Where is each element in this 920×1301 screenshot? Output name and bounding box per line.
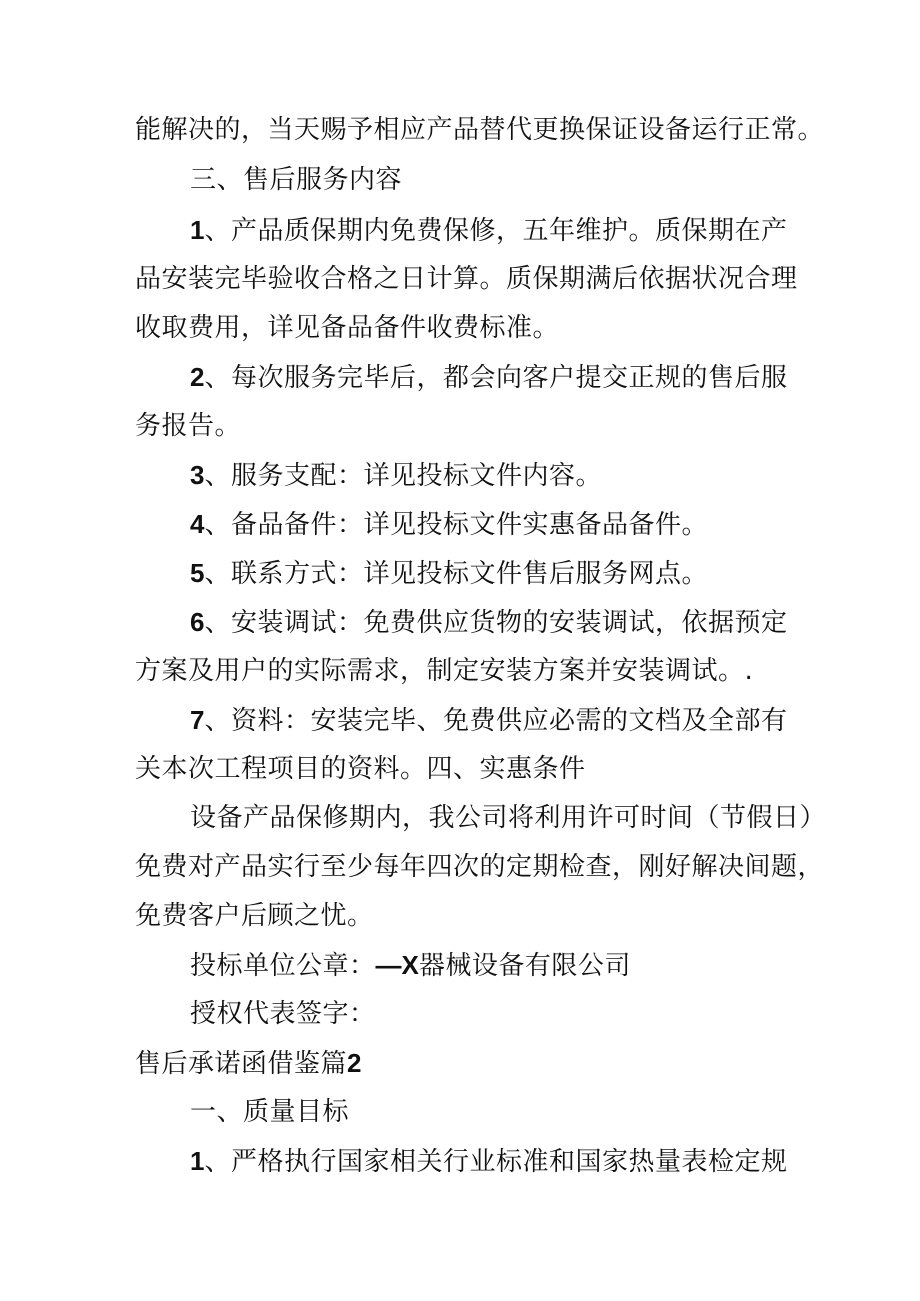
- list-item-3: 3、服务支配：详见投标文件内容。: [190, 460, 602, 491]
- list-item-2: 2、每次服务完毕后，都会向客户提交正规的售后服: [190, 362, 788, 393]
- list-item-1: 1、产品质保期内免费保修，五年维护。质保期在产: [190, 215, 788, 246]
- text-line-12: 方案及用户的实际需求，制定安装方案并安装调试。.: [135, 656, 754, 686]
- text-line-4: 品安装完毕验收合格之日计算。质保期满后依据状况合理: [135, 264, 798, 294]
- text-line-5: 收取费用，详见备品备件收费标准。: [135, 313, 560, 343]
- text-line-1: 能解决的，当天赐予相应产品替代更换保证设备运行正常。: [135, 115, 825, 145]
- list-item-quality-1: 1、严格执行国家相关行业标准和国家热量表检定规: [190, 1146, 788, 1177]
- text-line-7: 务报告。: [135, 411, 242, 441]
- signature-line: 授权代表签字：: [190, 999, 376, 1029]
- document-title-part-2: 售后承诺函借鉴篇2: [135, 1048, 362, 1079]
- section-heading-quality-goals: 一、质量目标: [190, 1097, 350, 1127]
- list-item-7: 7、资料：安装完毕、免费供应必需的文档及全部有: [190, 705, 788, 736]
- section-heading-after-sales-content: 三、售后服务内容: [190, 165, 403, 195]
- text-line-17: 免费客户后顾之忧。: [135, 901, 374, 931]
- text-line-14: 关本次工程项目的资料。四、实惠条件: [135, 754, 586, 784]
- list-item-6: 6、安装调试：免费供应货物的安装调试，依据预定: [190, 607, 788, 638]
- company-seal-line: 投标单位公章：—X器械设备有限公司: [190, 950, 631, 981]
- text-line-16: 免费对产品实行至少每年四次的定期检查，刚好解决间题，: [135, 852, 825, 882]
- list-item-4: 4、备品备件：详见投标文件实惠备品备件。: [190, 509, 708, 540]
- list-item-5: 5、联系方式：详见投标文件售后服务网点。: [190, 558, 708, 589]
- text-line-15: 设备产品保修期内，我公司将利用许可时间（节假日）: [190, 803, 827, 833]
